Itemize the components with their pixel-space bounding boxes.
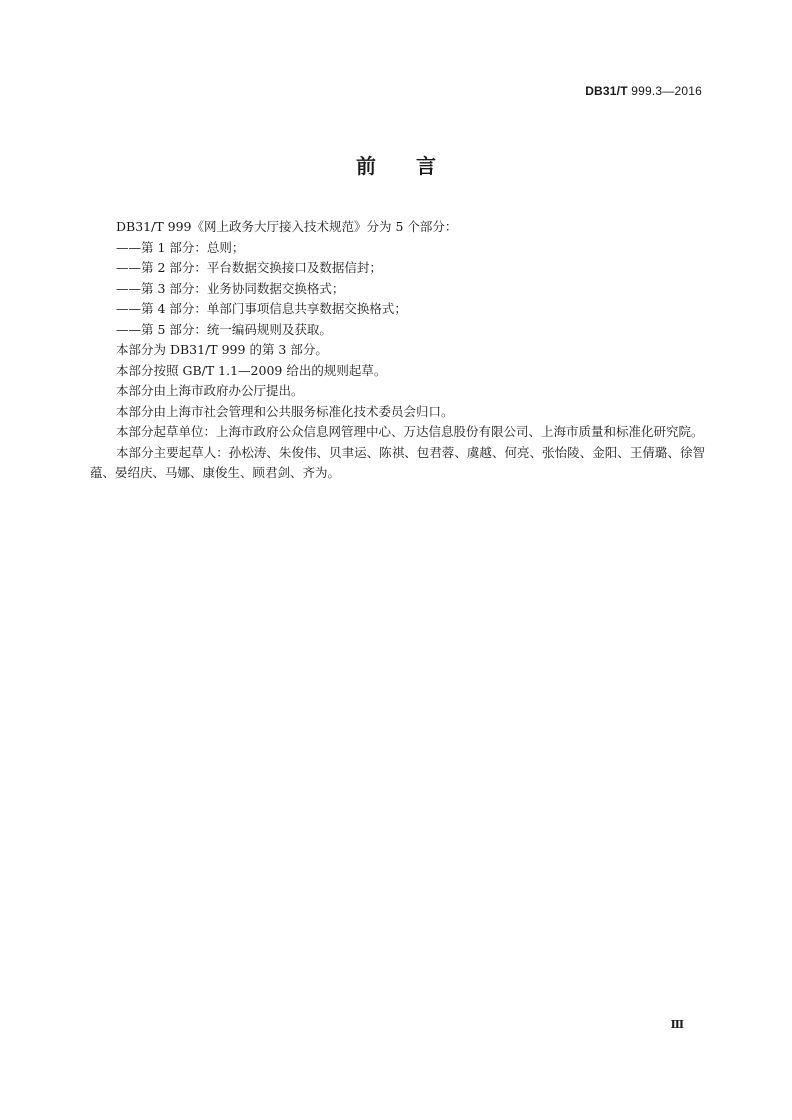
page-number: Ⅲ (670, 1018, 684, 1031)
paragraph-intro: DB31/T 999《网上政务大厅接入技术规范》分为 5 个部分： (116, 219, 458, 234)
paragraph-part-3: ——第 3 部分：业务协同数据交换格式； (116, 280, 345, 296)
document-code (585, 84, 702, 98)
paragraph-part-5: ——第 5 部分：统一编码规则及获取。 (116, 321, 332, 337)
paragraph-part-1: ——第 1 部分：总则； (116, 239, 245, 255)
preface-body (90, 217, 705, 484)
paragraph-part-4: ——第 4 部分：单部门事项信息共享数据交换格式； (116, 301, 407, 316)
paragraph-drafters: 本部分主要起草人：孙松涛、朱俊伟、贝聿运、陈祺、包君蓉、虞越、何亮、张怡陵、金阳、王倩璐、徐智蕴、晏绍庆、马娜、康俊生、顾君剑、齐为。 (90, 444, 705, 480)
paragraph-this-part: 本部分为 DB31/T 999 的第 3 部分。 (116, 342, 328, 357)
paragraph-part-2: ——第 2 部分：平台数据交换接口及数据信封； (116, 260, 382, 275)
page-title: 前言 (356, 154, 476, 178)
paragraph-drafting-units: 本部分起草单位：上海市政府公众信息网管理中心、万达信息股份有限公司、上海市质量和标准化研究院。 (116, 424, 704, 439)
document-code-number: 999.3—2016 (627, 84, 702, 98)
paragraph-drafting-rules: 本部分按照 GB/T 1.1—2009 给出的规则起草。 (116, 362, 387, 378)
document-code-prefix: DB31/T (585, 84, 628, 98)
paragraph-proposed-by: 本部分由上海市政府办公厅提出。 (116, 383, 304, 398)
paragraph-centralized-by: 本部分由上海市社会管理和公共服务标准化技术委员会归口。 (116, 403, 454, 419)
